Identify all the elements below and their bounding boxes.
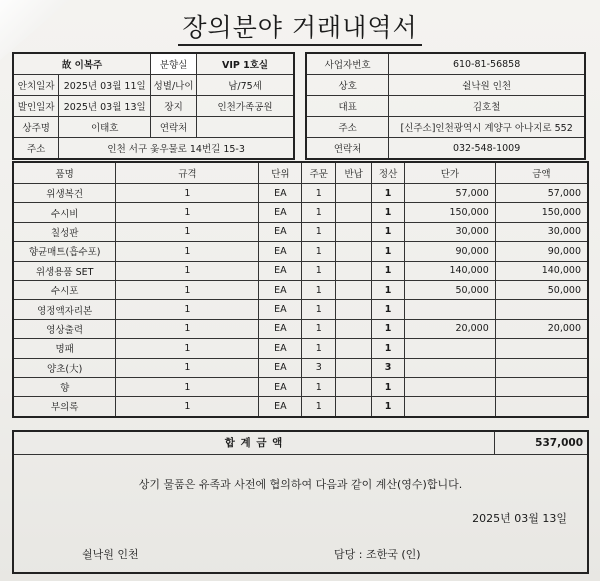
chief-mourner-value: 이태호 xyxy=(59,117,151,138)
placement-label: 안치일자 xyxy=(13,75,59,96)
supplier-address-value: [신주소]인천광역시 계양구 아나지로 552 xyxy=(389,117,585,138)
items-table xyxy=(12,161,589,418)
item-settle: 1 xyxy=(372,300,405,319)
item-settle: 1 xyxy=(372,339,405,358)
item-return xyxy=(336,261,372,280)
header-order: 주문 xyxy=(302,162,336,184)
item-spec: 1 xyxy=(116,377,259,396)
item-row xyxy=(13,358,588,377)
room-label: 분향실 xyxy=(151,53,197,75)
item-amount xyxy=(495,397,588,417)
reg-number-label: 사업자번호 xyxy=(306,53,389,75)
item-row xyxy=(13,319,588,338)
item-return xyxy=(336,397,372,417)
item-order: 1 xyxy=(302,203,336,222)
item-amount: 20,000 xyxy=(495,319,588,338)
item-spec: 1 xyxy=(116,261,259,280)
item-return xyxy=(336,319,372,338)
item-order: 1 xyxy=(302,377,336,396)
item-order: 1 xyxy=(302,397,336,417)
item-price: 140,000 xyxy=(405,261,496,280)
settlement-notice: 상기 물품은 유족과 사전에 협의하여 다음과 같이 계산(영수)합니다. xyxy=(138,478,463,491)
item-amount xyxy=(495,358,588,377)
item-order: 1 xyxy=(302,280,336,299)
item-price: 20,000 xyxy=(405,319,496,338)
item-row xyxy=(13,261,588,280)
item-name: 영정액자리본 xyxy=(13,300,116,319)
contact-value xyxy=(197,117,294,138)
item-price: 30,000 xyxy=(405,222,496,241)
header-unit: 단위 xyxy=(259,162,302,184)
item-unit: EA xyxy=(259,242,302,261)
address-label: 주소 xyxy=(13,138,59,160)
item-spec: 1 xyxy=(116,184,259,203)
item-unit: EA xyxy=(259,397,302,417)
item-unit: EA xyxy=(259,377,302,396)
customer-info-table xyxy=(12,52,295,160)
item-name: 향 xyxy=(13,377,116,396)
chief-mourner-label: 상주명 xyxy=(13,117,59,138)
supplier-info-table xyxy=(305,52,586,160)
item-return xyxy=(336,339,372,358)
item-spec: 1 xyxy=(116,358,259,377)
item-order: 1 xyxy=(302,300,336,319)
item-return xyxy=(336,358,372,377)
item-row xyxy=(13,242,588,261)
item-return xyxy=(336,242,372,261)
item-amount: 150,000 xyxy=(495,203,588,222)
item-unit: EA xyxy=(259,280,302,299)
item-price: 150,000 xyxy=(405,203,496,222)
item-row xyxy=(13,222,588,241)
gender-age-label: 성별/나이 xyxy=(151,75,197,96)
item-unit: EA xyxy=(259,203,302,222)
item-order: 3 xyxy=(302,358,336,377)
item-amount xyxy=(495,377,588,396)
item-name: 향균매트(흡수포) xyxy=(13,242,116,261)
item-unit: EA xyxy=(259,339,302,358)
departure-label: 발인일자 xyxy=(13,96,59,117)
item-unit: EA xyxy=(259,184,302,203)
item-settle: 1 xyxy=(372,319,405,338)
item-price xyxy=(405,300,496,319)
total-row xyxy=(14,432,587,455)
item-unit: EA xyxy=(259,319,302,338)
item-name: 영상출력 xyxy=(13,319,116,338)
item-amount: 50,000 xyxy=(495,280,588,299)
room-value: VIP 1호실 xyxy=(197,53,294,75)
total-label: 합 계 금 액 xyxy=(14,432,495,454)
total-section xyxy=(12,430,589,574)
item-settle: 1 xyxy=(372,261,405,280)
supplier-address-label: 주소 xyxy=(306,117,389,138)
item-amount: 140,000 xyxy=(495,261,588,280)
item-unit: EA xyxy=(259,358,302,377)
item-price xyxy=(405,377,496,396)
departure-date: 2025년 03월 13일 xyxy=(59,96,151,117)
item-row xyxy=(13,300,588,319)
item-settle: 1 xyxy=(372,397,405,417)
header-settle: 정산 xyxy=(372,162,405,184)
item-spec: 1 xyxy=(116,222,259,241)
item-price: 57,000 xyxy=(405,184,496,203)
item-settle: 3 xyxy=(372,358,405,377)
item-settle: 1 xyxy=(372,280,405,299)
item-order: 1 xyxy=(302,222,336,241)
issue-date: 2025년 03월 13일 xyxy=(472,512,567,525)
placement-date: 2025년 03월 11일 xyxy=(59,75,151,96)
item-settle: 1 xyxy=(372,242,405,261)
item-settle: 1 xyxy=(372,222,405,241)
item-price: 90,000 xyxy=(405,242,496,261)
item-return xyxy=(336,203,372,222)
item-name: 칠성판 xyxy=(13,222,116,241)
issuer-name: 쉴낙원 인천 xyxy=(82,548,139,561)
item-return xyxy=(336,222,372,241)
item-order: 1 xyxy=(302,242,336,261)
item-amount: 90,000 xyxy=(495,242,588,261)
item-price xyxy=(405,339,496,358)
header-amount: 금액 xyxy=(495,162,588,184)
item-row xyxy=(13,397,588,417)
item-name: 위생복건 xyxy=(13,184,116,203)
ceo-value: 김호철 xyxy=(389,96,585,117)
header-price: 단가 xyxy=(405,162,496,184)
supplier-phone-label: 연락처 xyxy=(306,138,389,160)
item-amount xyxy=(495,300,588,319)
burial-label: 장지 xyxy=(151,96,197,117)
item-amount xyxy=(495,339,588,358)
item-amount: 30,000 xyxy=(495,222,588,241)
item-settle: 1 xyxy=(372,377,405,396)
item-price xyxy=(405,358,496,377)
item-settle: 1 xyxy=(372,203,405,222)
item-settle: 1 xyxy=(372,184,405,203)
item-spec: 1 xyxy=(116,280,259,299)
total-value: 537,000 xyxy=(535,437,583,449)
item-spec: 1 xyxy=(116,300,259,319)
ceo-label: 대표 xyxy=(306,96,389,117)
item-spec: 1 xyxy=(116,397,259,417)
item-price xyxy=(405,397,496,417)
header-return: 반납 xyxy=(336,162,372,184)
item-row xyxy=(13,377,588,396)
item-name: 명패 xyxy=(13,339,116,358)
deceased-name: 故 이복주 xyxy=(13,53,151,75)
item-name: 위생용품 SET xyxy=(13,261,116,280)
company-name-value: 쉴낙원 인천 xyxy=(389,75,585,96)
supplier-phone-value: 032-548-1009 xyxy=(389,138,585,160)
item-spec: 1 xyxy=(116,339,259,358)
document-title: 장의분야 거래내역서 xyxy=(0,8,600,44)
item-name: 수시포 xyxy=(13,280,116,299)
items-header-row xyxy=(13,162,588,184)
staff-signature: 담당 : 조한국 (인) xyxy=(334,548,421,561)
item-unit: EA xyxy=(259,300,302,319)
item-return xyxy=(336,184,372,203)
address-value: 인천 서구 옻우물로 14번길 15-3 xyxy=(59,138,294,160)
gender-age-value: 남/75세 xyxy=(197,75,294,96)
burial-value: 인천가족공원 xyxy=(197,96,294,117)
item-row xyxy=(13,203,588,222)
item-row xyxy=(13,280,588,299)
header-spec: 규격 xyxy=(116,162,259,184)
company-name-label: 상호 xyxy=(306,75,389,96)
reg-number-value: 610-81-56858 xyxy=(389,53,585,75)
contact-label: 연락처 xyxy=(151,117,197,138)
item-price: 50,000 xyxy=(405,280,496,299)
item-amount: 57,000 xyxy=(495,184,588,203)
item-order: 1 xyxy=(302,339,336,358)
item-return xyxy=(336,280,372,299)
item-name: 양초(大) xyxy=(13,358,116,377)
item-order: 1 xyxy=(302,184,336,203)
item-unit: EA xyxy=(259,222,302,241)
item-spec: 1 xyxy=(116,203,259,222)
item-order: 1 xyxy=(302,261,336,280)
header-name: 품명 xyxy=(13,162,116,184)
item-return xyxy=(336,377,372,396)
item-return xyxy=(336,300,372,319)
item-row xyxy=(13,184,588,203)
item-name: 수시비 xyxy=(13,203,116,222)
item-row xyxy=(13,339,588,358)
item-name: 부의록 xyxy=(13,397,116,417)
item-spec: 1 xyxy=(116,319,259,338)
item-unit: EA xyxy=(259,261,302,280)
item-order: 1 xyxy=(302,319,336,338)
item-spec: 1 xyxy=(116,242,259,261)
